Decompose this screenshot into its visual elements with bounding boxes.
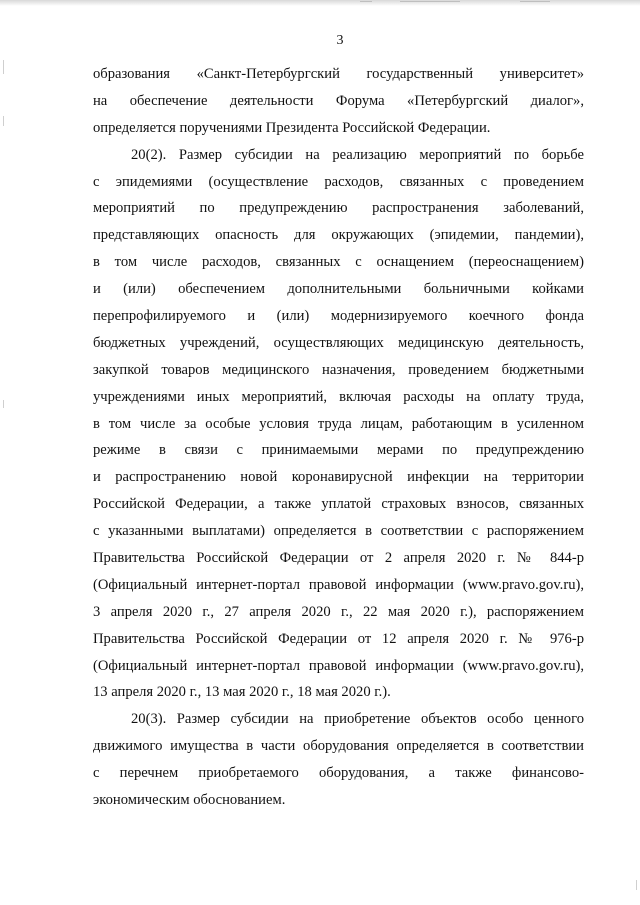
text-line: с эпидемиями (осуществление расходов, связанных с проведением — [93, 173, 584, 190]
text-line: представляющих опасность для окружающих (эпидемии, пандемии), — [93, 227, 584, 244]
text-line: закупкой товаров медицинского назначения, проведением бюджетными — [93, 361, 584, 378]
text-line: с указанными выплатами) определяется в соответствии с распоряжением — [93, 523, 584, 540]
text-line: перепрофилируемого и (или) модернизируемого коечного фонда — [93, 308, 584, 325]
text-line: 20(3). Размер субсидии на приобретение объектов особо ценного — [131, 711, 584, 728]
text-line: учреждениями иных мероприятий, включая расходы на оплату труда, — [93, 388, 584, 405]
document-body — [93, 61, 584, 814]
text-line: на обеспечение деятельности Форума «Петербургский диалог», — [93, 92, 584, 109]
margin-mark — [636, 880, 637, 890]
text-line: движимого имущества в части оборудования определяется в соответствии — [93, 738, 584, 755]
text-line: в том числе расходов, связанных с оснащением (переоснащением) — [93, 254, 584, 271]
margin-mark — [3, 60, 4, 74]
text-line: (Официальный интернет-портал правовой информации (www.pravo.gov.ru), — [93, 576, 584, 593]
scan-edge-mark — [520, 1, 550, 2]
text-line: с перечнем приобретаемого оборудования, а также финансово- — [93, 765, 584, 782]
text-line: Российской Федерации, а также уплатой страховых взносов, связанных — [93, 496, 584, 513]
scan-edge-mark — [400, 1, 460, 2]
text-line: режиме в связи с принимаемыми мерами по предупреждению — [93, 442, 584, 459]
text-line: образования «Санкт-Петербургский государственный университет» — [93, 66, 584, 82]
paragraph — [93, 142, 584, 707]
paragraph — [93, 706, 584, 814]
text-line: бюджетных учреждений, осуществляющих медицинскую деятельность, — [93, 334, 584, 351]
text-line: Правительства Российской Федерации от 12 апреля 2020 г. № 976-р — [93, 630, 584, 647]
text-line: 20(2). Размер субсидии на реализацию мероприятий по борьбе — [131, 146, 584, 163]
text-line: экономическим обоснованием. — [93, 792, 286, 809]
scan-edge-mark — [360, 1, 372, 2]
text-line: Правительства Российской Федерации от 2 апреля 2020 г. № 844-р — [93, 550, 584, 567]
text-line: в том числе за особые условия труда лицам, работающим в усиленном — [93, 415, 584, 432]
text-line: мероприятий по предупреждению распространения заболеваний, — [93, 200, 584, 217]
text-line: и распространению новой коронавирусной инфекции на территории — [93, 469, 584, 486]
text-line: 13 апреля 2020 г., 13 мая 2020 г., 18 мая 2020 г.). — [93, 684, 391, 701]
text-line: определяется поручениями Президента Российской Федерации. — [93, 119, 491, 136]
margin-mark — [3, 400, 4, 408]
text-line: и (или) обеспечением дополнительными больничными койками — [93, 281, 584, 298]
margin-mark — [3, 116, 4, 126]
page-number: 3 — [336, 33, 344, 48]
text-line: (Официальный интернет-портал правовой информации (www.pravo.gov.ru), — [93, 657, 584, 674]
text-line: 3 апреля 2020 г., 27 апреля 2020 г., 22 мая 2020 г.), распоряжением — [93, 603, 584, 620]
paragraph — [93, 61, 584, 142]
